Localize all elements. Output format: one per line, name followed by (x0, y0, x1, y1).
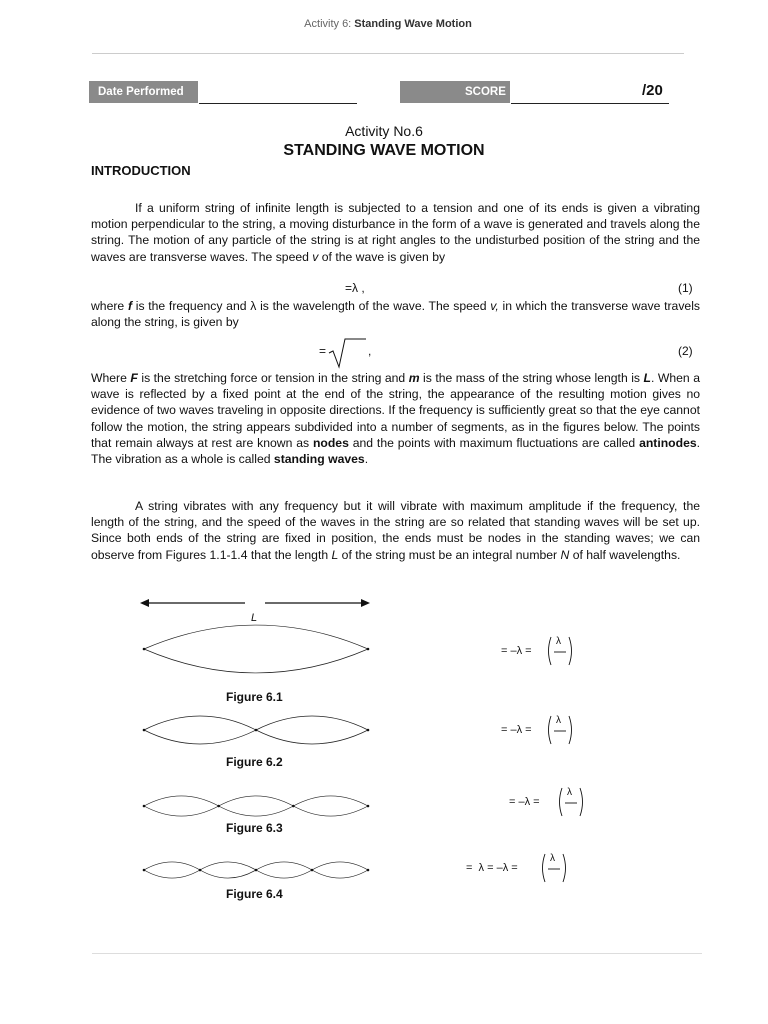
wave-envelope-upper (144, 796, 368, 806)
p4-c: of half wavelengths. (572, 547, 681, 562)
node-point (143, 648, 146, 651)
p3-L: L (643, 371, 651, 385)
score-label: SCORE (400, 81, 510, 103)
p2-c: in which the transverse wave travels along the string, is given by (91, 299, 700, 330)
node-point (199, 869, 202, 872)
figure-6-1-formula: = –λ = (501, 645, 532, 657)
date-performed-label: Date Performed (89, 81, 198, 103)
paragraph-1 (91, 200, 700, 265)
running-header (92, 18, 684, 30)
paragraph-4 (91, 498, 700, 563)
p2-b: is the frequency and λ is the wavelength of the wave. The speed (135, 299, 487, 313)
p3-antinodes: antinodes (639, 435, 697, 450)
activity-number: Activity No.6 (345, 123, 423, 139)
wave-envelope-upper (144, 716, 368, 730)
wave-envelope-lower (144, 730, 368, 744)
length-label: L (251, 612, 258, 624)
figure-6-2-formula: = –λ = (501, 724, 532, 736)
p3-f: . The vibration as a whole is called (91, 435, 701, 467)
figure-6-3-formula: = –λ = (509, 796, 540, 808)
p3-standing-waves: standing waves (273, 452, 365, 467)
date-performed-field[interactable] (199, 102, 357, 104)
p4-b: of the string must be an integral number (341, 547, 558, 562)
p4-a: A string vibrates with any frequency but it will vibrate with maximum amplitude if the frequency, the length of the string, and the speed of the waves in the string are so related that standing waves will be set up. Since both ends of the string are fixed in position, the ends must be nodes in the standing waves; we can observe from Figures 1.1-1.4 that the length (91, 499, 700, 562)
node-point (255, 869, 258, 872)
figure-6-1-caption: Figure 6.1 (226, 690, 283, 704)
score-field[interactable] (511, 102, 669, 104)
p3-g: . (364, 452, 369, 467)
sqrt-sign-icon (328, 337, 368, 369)
node-point (217, 805, 220, 808)
figure-6-1-wave (140, 621, 376, 677)
p2-a: where (91, 299, 125, 313)
figure-6-1-lambda: λ (556, 636, 561, 647)
p4-N: N (560, 547, 570, 562)
p3-d: . When a wave is reflected by a fixed point at the end of the string, the appearance of the resulting motion gives no evidence of two waves traveling in opposite directions. If the frequency is sufficiently great so that the eye cannot follow the motion, the string appears subdivided into a number of segments, as in the figures below. The points that remain always at rest are known as (91, 371, 700, 450)
p1-end: of the wave is given by (321, 249, 446, 264)
equation-2-comma: , (368, 344, 372, 358)
p3-e: and the points with maximum fluctuations are called (352, 435, 636, 450)
figure-6-4-formula: = λ = –λ = (466, 862, 518, 874)
figure-6-3-lambda: λ (567, 787, 572, 798)
header-rule (92, 53, 684, 54)
figure-6-3-wave (140, 788, 376, 824)
figure-6-4-caption: Figure 6.4 (226, 887, 283, 901)
equation-1: =λ , (345, 281, 365, 295)
figure-6-4-lambda: λ (550, 853, 555, 864)
node-point (292, 805, 295, 808)
node-point (367, 869, 370, 872)
p3-m: m (408, 371, 420, 385)
equation-1-number: (1) (678, 281, 693, 295)
node-point (143, 729, 146, 732)
node-point (143, 805, 146, 808)
p3-nodes: nodes (312, 435, 349, 450)
wave-envelope-upper (144, 625, 368, 649)
p3-b: is the stretching force or tension in the string and (141, 371, 406, 385)
activity-title: STANDING WAVE MOTION (283, 142, 485, 159)
equation-2-equals: = (319, 344, 327, 358)
node-point (255, 729, 258, 732)
node-point (143, 869, 146, 872)
p2-v: v, (490, 299, 499, 313)
node-point (367, 648, 370, 651)
paragraph-2 (91, 298, 700, 330)
paragraph-3 (91, 370, 700, 467)
p2-f: f (127, 299, 132, 313)
figure-6-3-caption: Figure 6.3 (226, 821, 283, 835)
node-point (367, 729, 370, 732)
header-title: Standing Wave Motion (354, 18, 472, 30)
figure-6-4-wave (140, 856, 376, 884)
introduction-heading: INTRODUCTION (91, 163, 191, 178)
header-prefix: Activity 6: (304, 18, 355, 30)
wave-envelope-lower (144, 806, 368, 816)
p3-a: Where (91, 371, 127, 385)
score-total: /20 (642, 82, 663, 99)
figure-6-2-wave (140, 708, 376, 752)
wave-envelope-lower (144, 649, 368, 673)
figure-6-2-caption: Figure 6.2 (226, 755, 283, 769)
node-point (311, 869, 314, 872)
node-point (367, 805, 370, 808)
length-arrow-icon (140, 596, 372, 610)
equation-2-number: (2) (678, 344, 693, 358)
footer-rule (92, 953, 702, 954)
p3-c: is the mass of the string whose length is (423, 371, 641, 385)
figure-6-2-lambda: λ (556, 715, 561, 726)
p1-text: If a uniform string of infinite length is subjected to a tension and one of its ends is given a vibrating motion perpendicular to the string, a moving disturbance in the form of a wave is generated and travels along the string. The motion of any particle of the string is at right angles to the undisturbed position of the string and the waves are transverse waves. The speed (91, 201, 700, 264)
p4-L: L (331, 547, 339, 562)
p1-var: v (312, 249, 319, 264)
p3-F: F (130, 371, 138, 385)
